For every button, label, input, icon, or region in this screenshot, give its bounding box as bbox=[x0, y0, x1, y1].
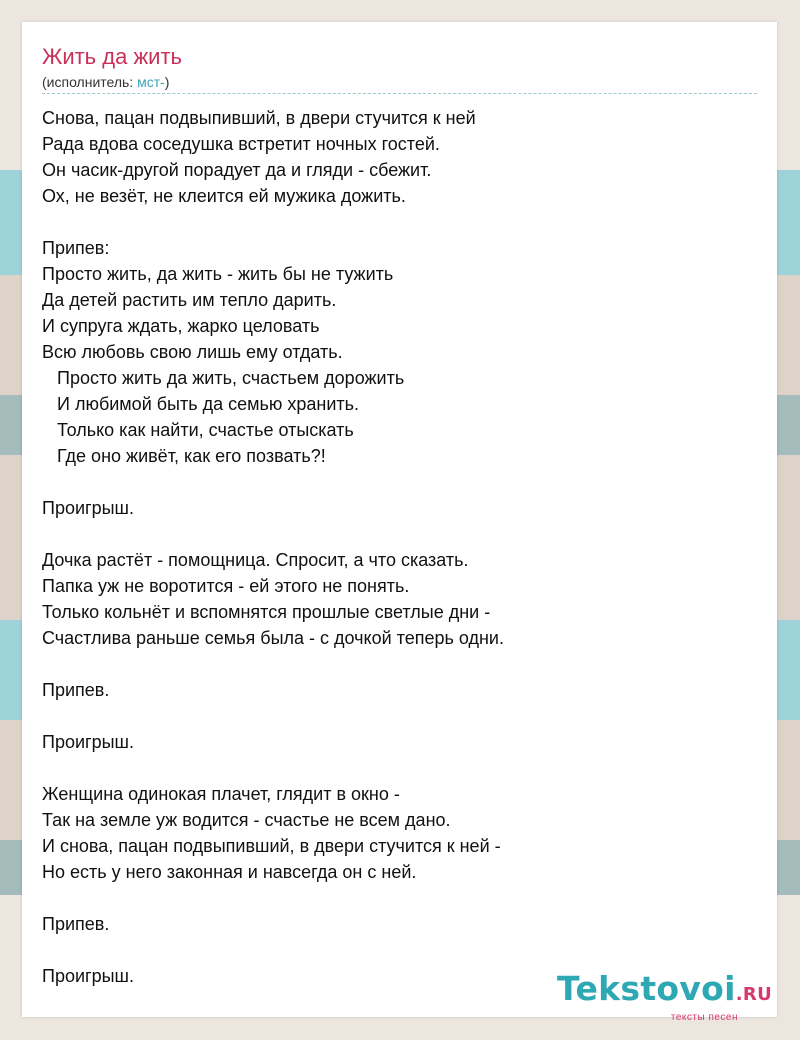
artist-prefix: (исполнитель: bbox=[42, 74, 138, 90]
lyrics-line: И супруга ждать, жарко целовать bbox=[42, 316, 320, 336]
song-title: Жить да жить bbox=[42, 44, 182, 69]
site-logo[interactable] bbox=[557, 969, 772, 1024]
lyrics-line bbox=[42, 937, 504, 963]
lyrics-line bbox=[42, 885, 504, 911]
lyrics-line: Папка уж не воротится - ей этого не понять. bbox=[42, 576, 410, 596]
lyrics-line: Ох, не везёт, не клеится ей мужика дожить. bbox=[42, 186, 406, 206]
lyrics-line: Проигрыш. bbox=[42, 732, 134, 752]
logo-wordmark bbox=[557, 969, 772, 1012]
lyrics-line: Дочка растёт - помощница. Спросит, а что сказать. bbox=[42, 550, 469, 570]
logo-name: Tekstovoi bbox=[557, 969, 736, 1008]
lyrics-text bbox=[42, 105, 504, 989]
lyrics-line bbox=[42, 209, 504, 235]
logo-tagline: тексты песен bbox=[670, 1012, 738, 1023]
title-divider bbox=[42, 93, 757, 94]
lyrics-line: Так на земле уж водится - счастье не всем дано. bbox=[42, 810, 451, 830]
lyrics-line bbox=[42, 703, 504, 729]
lyrics-line: Он часик-другой порадует да и гляди - сбежит. bbox=[42, 160, 432, 180]
lyrics-line: Только кольнёт и вспомнятся прошлые светлые дни - bbox=[42, 602, 491, 622]
artist-line bbox=[42, 74, 169, 90]
lyrics-line: Только как найти, счастье отыскать bbox=[42, 420, 354, 440]
lyrics-line bbox=[42, 469, 504, 495]
lyrics-line: Просто жить да жить, счастьем дорожить bbox=[42, 368, 405, 388]
lyrics-line: И снова, пацан подвыпивший, в двери стучится к ней - bbox=[42, 836, 501, 856]
lyrics-line: Женщина одинокая плачет, глядит в окно - bbox=[42, 784, 400, 804]
lyrics-line: И любимой быть да семью хранить. bbox=[42, 394, 360, 414]
lyrics-line: Но есть у него законная и навсегда он с ней. bbox=[42, 862, 417, 882]
lyrics-line: Да детей растить им тепло дарить. bbox=[42, 290, 337, 310]
lyrics-line: Рада вдова соседушка встретит ночных гостей. bbox=[42, 134, 440, 154]
lyrics-line: Проигрыш. bbox=[42, 498, 134, 518]
lyrics-line bbox=[42, 521, 504, 547]
artist-suffix: ) bbox=[164, 74, 170, 90]
lyrics-line bbox=[42, 755, 504, 781]
logo-tld: .RU bbox=[735, 984, 772, 1005]
lyrics-card bbox=[22, 22, 777, 1017]
lyrics-line: Всю любовь свою лишь ему отдать. bbox=[42, 342, 343, 362]
lyrics-line: Снова, пацан подвыпивший, в двери стучится к ней bbox=[42, 108, 476, 128]
lyrics-line: Просто жить, да жить - жить бы не тужить bbox=[42, 264, 394, 284]
lyrics-line: Где оно живёт, как его позвать?! bbox=[42, 446, 326, 466]
lyrics-line: Счастлива раньше семья была - с дочкой теперь одни. bbox=[42, 628, 504, 648]
lyrics-line: Припев. bbox=[42, 914, 110, 934]
artist-link[interactable]: мст- bbox=[137, 74, 165, 90]
lyrics-line: Припев: bbox=[42, 238, 110, 258]
lyrics-line: Припев. bbox=[42, 680, 110, 700]
lyrics-line: Проигрыш. bbox=[42, 966, 134, 986]
lyrics-line bbox=[42, 651, 504, 677]
